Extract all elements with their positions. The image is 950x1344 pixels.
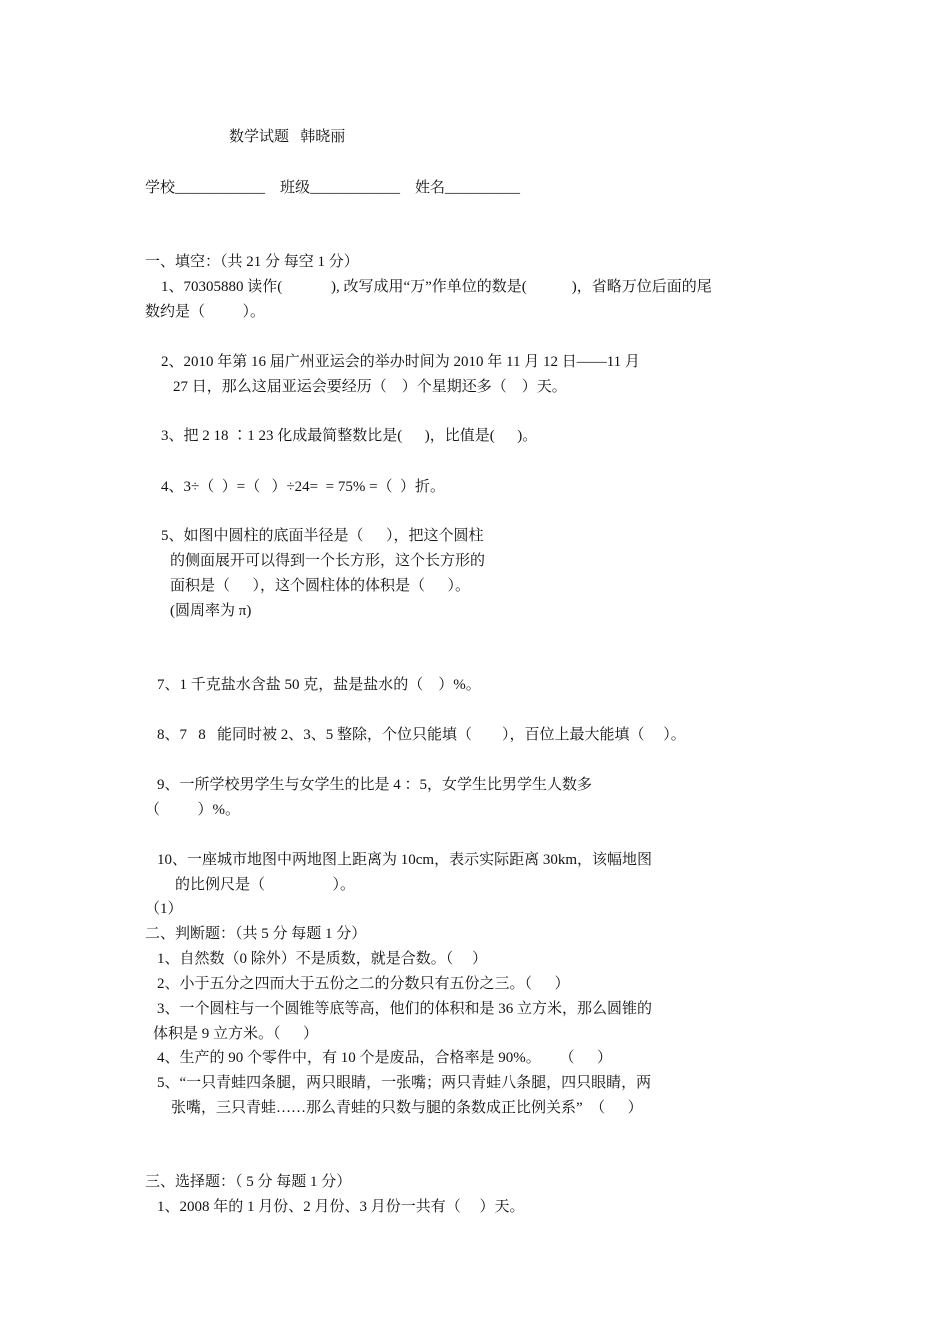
s2-q5-line1: 5、“一只青蛙四条腿，两只眼睛，一张嘴；两只青蛙八条腿，四只眼睛，两 (157, 1075, 652, 1091)
s2-q2: 2、小于五分之四而大于五份之二的分数只有五份之三。（ ） (157, 976, 570, 992)
s1-q5-line3: 面积是（ ），这个圆柱体的体积是（ ）。 (170, 578, 471, 594)
s1-q7: 7、1 千克盐水含盐 50 克，盐是盐水的（ ）%。 (157, 677, 481, 693)
s2-q3-line2: 体积是 9 立方米。（ ） (153, 1026, 319, 1042)
student-info-fields: 学校____________ 班级____________ 姓名__________ (145, 180, 521, 196)
s1-q2-line1: 2、2010 年第 16 届广州亚运会的举办时间为 2010 年 11 月 12 日——11 月 (161, 354, 640, 370)
s1-q1-line2: 数约是（ ）。 (145, 304, 266, 320)
s1-q10-line2: 的比例尺是（ ）。 (175, 877, 356, 893)
s2-q1: 1、自然数（0 除外）不是质数，就是合数。（ ） (157, 951, 488, 967)
section2-heading: 二、判断题：（共 5 分 每题 1 分） (145, 926, 367, 942)
s1-q8: 8、7 8 能同时被 2、3、5 整除，个位只能填（ ），百位上最大能填（ ）。 (157, 727, 686, 743)
s1-q10-line3: （1） (145, 901, 183, 917)
s1-q3: 3、把 2 18 ∶1 23 化成最简整数比是( )，比值是( )。 (161, 428, 538, 444)
section3-heading: 三、选择题：（ 5 分 每题 1 分） (145, 1174, 352, 1190)
page-title: 数学试题 韩晓丽 (229, 129, 346, 145)
s1-q9-line1: 9、一所学校男学生与女学生的比是 4 ：5，女学生比男学生人数多 (157, 777, 593, 793)
s3-q1: 1、2008 年的 1 月份、2 月份、3 月份一共有（ ）天。 (157, 1199, 525, 1215)
s2-q3-line1: 3、一个圆柱与一个圆锥等底等高，他们的体积和是 36 立方米，那么圆锥的 (157, 1001, 653, 1017)
s1-q1-line1: 1、70305880 读作( ), 改写成用“万”作单位的数是( )，省略万位后面的尾 (161, 279, 712, 295)
s2-q5-line2: 张嘴，三只青蛙……那么青蛙的只数与腿的条数成正比例关系” （ ） (171, 1100, 643, 1116)
section1-heading: 一、填空：（共 21 分 每空 1 分） (145, 254, 359, 270)
s1-q5-line4: (圆周率为 π) (170, 603, 252, 619)
s2-q4: 4、生产的 90 个零件中，有 10 个是废品，合格率是 90%。 （ ） (157, 1050, 612, 1066)
s1-q5-line1: 5、如图中圆柱的底面半径是（ ），把这个圆柱 (161, 528, 484, 544)
s1-q9-line2: （ ）%。 (145, 802, 240, 818)
s1-q2-line2: 27 日，那么这届亚运会要经历（ ）个星期还多（ ）天。 (173, 379, 567, 395)
s1-q4: 4、3÷（ ）=（ ）÷24= = 75% =（ ）折。 (161, 479, 446, 495)
s1-q5-line2: 的侧面展开可以得到一个长方形，这个长方形的 (170, 553, 486, 569)
s1-q10-line1: 10、一座城市地图中两地图上距离为 10cm，表示实际距离 30km，该幅地图 (157, 852, 652, 868)
